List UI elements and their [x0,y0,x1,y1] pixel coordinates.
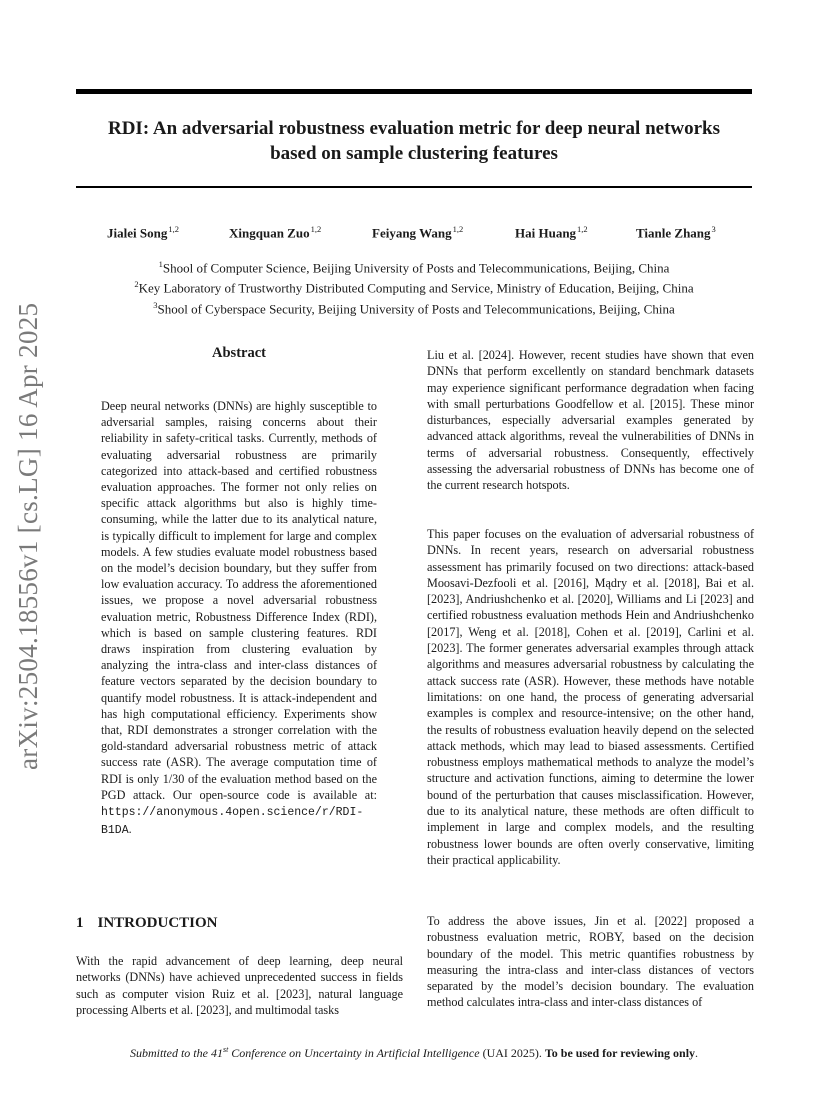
author-name: Xingquan Zuo [229,225,310,241]
abstract-heading: Abstract [212,345,266,361]
affiliation-text: Shool of Computer Science, Beijing University of Posts and Telecommunications, Beijing, China [162,260,670,276]
paper-title [76,116,752,166]
footer-notice: To be used for reviewing only [544,1046,696,1060]
affiliation-sup: 3 [153,299,158,310]
affiliation-sup: 2 [134,279,139,290]
author [229,224,321,241]
affiliation-text: Key Laboratory of Trustworthy Distributed Computing and Service, Ministry of Education, Beijing, China [138,280,694,296]
title-line-1: RDI: An adversarial robustness evaluation metric for deep neural networks [107,118,721,139]
author [372,224,463,241]
affiliation [76,276,752,296]
title-bottom-rule [76,186,752,188]
footer-mid: (UAI 2025). [479,1046,545,1060]
submission-footer [76,1045,752,1061]
abstract-text: Deep neural networks (DNNs) are highly susceptible to adversarial samples, raising concerns about their reliability in safety-critical tasks. Currently, methods of evaluating adversarial robustness are primarily categorized into attack-based and certified robustness evaluation approaches. The former not only relies on specific attack algorithms but also is highly time-consuming, while the latter due to its analytical nature, is typically difficult to implement for large and complex models. A few studies evaluate model robustness based on the model’s decision boundary, but they suffer from low evaluation accuracy. To address the aforementioned issues, we propose a novel adversarial robustness evaluation metric, Robustness Difference Index (RDI), which is based on sample clustering features. RDI draws inspiration from clustering evaluation by analyzing the intra-class and inter-class distances of feature vectors separated by the decision boundary to quantify model robustness. It is attack-independent and has high computational efficiency. Experiments show that, RDI demonstrates a stronger correlation with the gold-standard adversarial robustness metric of attack success rate (ASR). The average computation time of RDI is only 1/30 of the evaluation method based on the PGD attack. Our open-source code is available at: [101,399,377,802]
code-link[interactable]: https://anonymous.4open.science/r/RDI-B1DA [101,806,364,838]
right-paragraph-3: To address the above issues, Jin et al. [2022] proposed a robustness evaluation metric, ROBY, based on the decision boundary of the model. This metric quantifies robustness by measuring the intra-class and inter-class distances of vectors separated by the model’s decision boundary. The evaluation method calculates intra-class and inter-class distances of [427,914,754,1010]
author-name: Hai Huang [515,225,577,241]
affiliations [76,256,752,317]
section-title: INTRODUCTION [97,915,218,931]
title-line-2: based on sample clustering features [270,143,558,164]
affiliation-text: Shool of Cyberspace Security, Beijing University of Posts and Telecommunications, Beijing, China [157,300,675,316]
abstract-end: . [128,822,132,837]
abstract-body [101,398,377,839]
author-name: Feiyang Wang [372,225,452,241]
author [107,224,179,241]
right-paragraph-1: Liu et al. [2024]. However, recent studies have shown that even DNNs that perform excellently on standard benchmark datasets may experience significant performance degradation when facing with small perturbations Goodfellow et al. [2015]. These minor disturbances, especially adversarial examples generated by advanced attack algorithms, reveal the vulnerabilities of DNNs in terms of adversarial robustness. Consequently, effectively assessing the adversarial robustness of DNNs has become one of the current research hotspots. [427,348,754,493]
section-heading [76,915,218,932]
affiliation [76,297,752,317]
affiliation-sup: 1 [158,259,163,269]
author-affil-sup: 1,2 [452,224,464,234]
author-affil-sup: 1,2 [577,224,588,234]
title-top-rule [76,89,752,94]
right-paragraph-2: This paper focuses on the evaluation of adversarial robustness of DNNs. In recent years, research on adversarial robustness assessment has primarily focused on two directions: attack-based Moosavi-Dezfooli et al. [2016], Mądry et al. [2018], Bai et al. [2023], Andriushchenko et al. [2020], Williams and Li [2023] and certified robustness evaluation methods Hein and Andriushchenko [2017], Weng et al. [2018], Cohen et al. [2019], Carlini et al. [2023]. The former generates adversarial examples through attack algorithms and measures adversarial robustness by calculating the attack success rate (ASR). However, these methods have notable limitations: on one hand, the process of generating adversarial examples is complex and resource-intensive; on the other hand, the results of robustness evaluation heavily depend on the selected attack methods, which may lead to biased assessments. Certified robustness employs mathematical methods to analyze the model’s structure and activation functions, aiming to determine the lower bound of the perturbation that causes misclassification. However, due to its analytical nature, these methods are often difficult to implement in large and complex models, and the resulting robustness lower bounds are often overly conservative, limiting their practical applicability. [427,527,754,867]
author [636,224,716,241]
arxiv-identifier [10,290,50,770]
footer-pre: Submitted to the 41 [129,1046,223,1060]
footer-sup: st [222,1045,229,1054]
footer-venue [130,1046,480,1060]
author-affil-sup: 1,2 [168,224,179,234]
arxiv-id-text: arXiv:2504.18556v1 [cs.LG] 16 Apr 2025 [13,302,43,770]
author-affil-sup: 3 [711,224,716,234]
author [515,224,588,241]
author-name: Tianle Zhang [636,225,711,241]
section-number: 1 [76,915,84,931]
author-name: Jialei Song [107,225,168,241]
author-affil-sup: 1,2 [310,224,322,234]
footer-conference: Conference on Uncertainty in Artificial Intelligence [228,1046,480,1060]
intro-paragraph: With the rapid advancement of deep learning, deep neural networks (DNNs) have achieved unprecedented success in fields such as computer vision Ruiz et al. [2023], natural language processing Alberts et al. [2023], and multimodal tasks [76,954,403,1018]
footer-end: . [695,1046,699,1060]
affiliation [76,256,752,276]
